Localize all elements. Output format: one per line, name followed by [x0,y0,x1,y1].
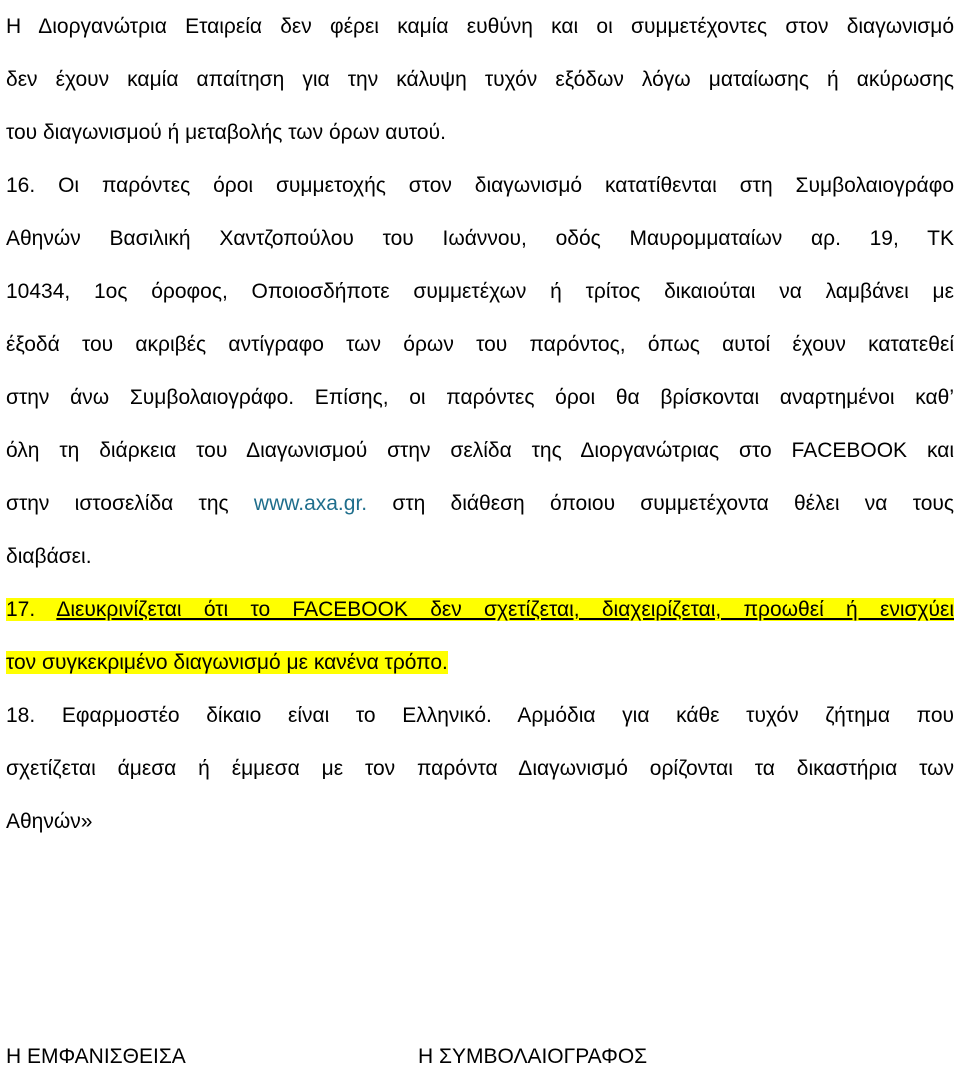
text-segment: στη διάθεση όποιου συμμετέχοντα θέλει να τους [392,492,954,515]
text-line: Αθηνών» [6,810,93,833]
paragraph-18 [6,689,954,848]
text-line: σχετίζεται άμεσα ή έμμεσα με τον παρόντα Διαγωνισμό ορίζονται τα δικαστήρια των [6,757,954,780]
text-line: Αθηνών Βασιλική Χαντζοπούλου του Ιωάννου, οδός Μαυρομματαίων αρ. 19, ΤΚ [6,227,954,250]
text-line: Η Διοργανώτρια Εταιρεία δεν φέρει καμία ευθύνη και οι συμμετέχοντες στον διαγωνισμό [6,15,954,38]
axa-website-link[interactable]: www.axa.gr. [253,492,368,515]
text-line [6,583,954,636]
text-line: του διαγωνισμού ή μεταβολής των όρων αυτού. [6,121,446,144]
clause-number: 17. [6,598,36,621]
text-line: έξοδά του ακριβές αντίγραφο των όρων του παρόντος, όπως αυτοί έχουν κατατεθεί [6,333,954,356]
text-line-with-link [6,477,954,530]
underlined-text: Διευκρινίζεται ότι το FACEBOOK δεν σχετίζεται, διαχειρίζεται, προωθεί ή ενισχύει [56,598,954,621]
signature-label-appearing-party: Η ΕΜΦΑΝΙΣΘΕΙΣΑ [6,1045,186,1068]
text-line [6,636,954,689]
highlighted-text: τον συγκεκριμένο διαγωνισμό με κανένα τρόπο. [6,651,448,674]
highlighted-text [6,598,954,621]
text-line: διαβάσει. [6,545,92,568]
text-line: 10434, 1ος όροφος, Οποιοσδήποτε συμμετέχων ή τρίτος δικαιούται να λαμβάνει με [6,280,954,303]
text-segment: στην ιστοσελίδα της [6,492,229,515]
paragraph-16 [6,159,954,583]
text-line: 16. Οι παρόντες όροι συμμετοχής στον διαγωνισμό κατατίθενται στη Συμβολαιογράφο [6,174,954,197]
text-line: 18. Εφαρμοστέο δίκαιο είναι το Ελληνικό. Αρμόδια για κάθε τυχόν ζήτημα που [6,704,954,727]
paragraph-liability [6,0,954,159]
document-page [6,0,954,848]
paragraph-17 [6,583,954,689]
text-line: δεν έχουν καμία απαίτηση για την κάλυψη τυχόν εξόδων λόγω ματαίωσης ή ακύρωσης [6,68,954,91]
text-line: στην άνω Συμβολαιογράφο. Επίσης, οι παρόντες όροι θα βρίσκονται αναρτημένοι καθ’ [6,386,954,409]
text-line: όλη τη διάρκεια του Διαγωνισμού στην σελίδα της Διοργανώτριας στο FACEBOOK και [6,439,954,462]
signature-label-notary: Η ΣΥΜΒΟΛΑΙΟΓΡΑΦΟΣ [418,1045,648,1068]
